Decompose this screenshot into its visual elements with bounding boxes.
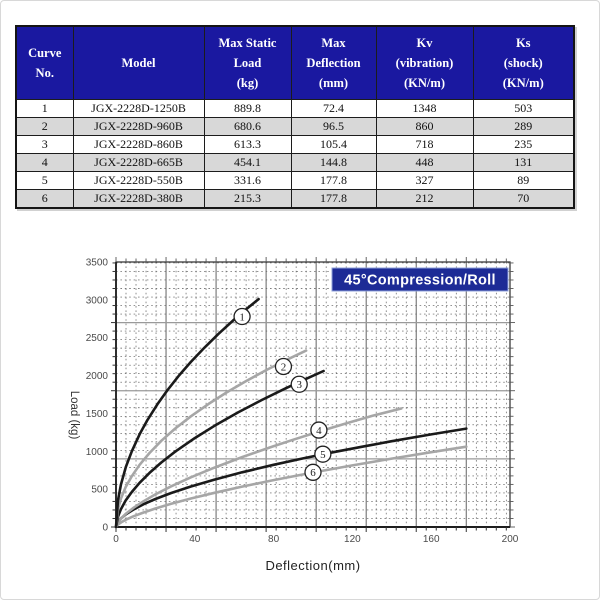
table-cell: 72.4 xyxy=(291,100,376,118)
table-cell: 503 xyxy=(473,100,574,118)
spec-table-header xyxy=(16,26,574,100)
header-cell: Kv (vibration) (KN/m) xyxy=(376,26,473,100)
y-tick-label: 0 xyxy=(102,522,108,534)
plot-frame xyxy=(116,262,510,527)
table-row xyxy=(16,154,574,172)
y-tick-label: 1000 xyxy=(85,446,108,458)
table-cell: 289 xyxy=(473,118,574,136)
chart-title-badge xyxy=(332,268,508,291)
header-cell: Curve No. xyxy=(16,26,73,100)
table-cell: JGX-2228D-550B xyxy=(73,172,204,190)
curve-marker-number: 4 xyxy=(316,424,322,437)
spec-table xyxy=(15,25,575,209)
table-cell: 718 xyxy=(376,136,473,154)
table-cell: 3 xyxy=(16,136,73,154)
x-tick-label: 120 xyxy=(344,534,361,545)
table-cell: 89 xyxy=(473,172,574,190)
curve-marker-number: 1 xyxy=(239,311,245,324)
chart-title: 45°Compression/Roll xyxy=(344,272,496,289)
header-cell: Model xyxy=(73,26,204,100)
grid-minor-lines xyxy=(116,262,510,527)
table-cell: 327 xyxy=(376,172,473,190)
table-cell: JGX-2228D-960B xyxy=(73,118,204,136)
y-axis-label: Load (kg) xyxy=(68,390,80,440)
x-tick-label: 0 xyxy=(113,534,119,545)
table-cell: 680.6 xyxy=(204,118,291,136)
curve-marker-number: 5 xyxy=(320,448,326,461)
table-cell: 1 xyxy=(16,100,73,118)
table-cell: 96.5 xyxy=(291,118,376,136)
table-cell: 70 xyxy=(473,190,574,209)
y-tick-label: 500 xyxy=(91,484,108,496)
table-cell: 4 xyxy=(16,154,73,172)
table-cell: 212 xyxy=(376,190,473,209)
curve-marker-number: 6 xyxy=(310,467,316,480)
table-cell: 177.8 xyxy=(291,172,376,190)
table-cell: 215.3 xyxy=(204,190,291,209)
header-cell: Max Static Load (kg) xyxy=(204,26,291,100)
table-cell: 1348 xyxy=(376,100,473,118)
table-cell: 454.1 xyxy=(204,154,291,172)
table-row xyxy=(16,118,574,136)
y-tick-label: 1500 xyxy=(85,408,108,420)
table-row xyxy=(16,100,574,118)
table-cell: 235 xyxy=(473,136,574,154)
table-cell: 889.8 xyxy=(204,100,291,118)
table-cell: 6 xyxy=(16,190,73,209)
load-deflection-curves xyxy=(116,299,466,527)
spec-table-section xyxy=(15,25,573,209)
table-cell: 105.4 xyxy=(291,136,376,154)
table-cell: JGX-2228D-1250B xyxy=(73,100,204,118)
table-row xyxy=(16,172,574,190)
grid-major-lines xyxy=(116,262,510,527)
table-cell: 448 xyxy=(376,154,473,172)
table-cell: 5 xyxy=(16,172,73,190)
table-row xyxy=(16,136,574,154)
y-tick-label: 3000 xyxy=(85,295,108,307)
axis-ticks xyxy=(111,257,515,532)
y-tick-label: 2000 xyxy=(85,371,108,383)
table-row xyxy=(16,190,574,209)
curve-marker-number: 3 xyxy=(296,379,302,392)
table-cell: JGX-2228D-380B xyxy=(73,190,204,209)
table-cell: 131 xyxy=(473,154,574,172)
x-tick-label: 80 xyxy=(268,534,280,545)
x-tick-label: 160 xyxy=(422,534,440,545)
x-tick-label: 40 xyxy=(189,534,201,545)
table-cell: 177.8 xyxy=(291,190,376,209)
y-tick-label: 2500 xyxy=(85,333,108,345)
chart-section xyxy=(0,240,600,600)
table-cell: JGX-2228D-860B xyxy=(73,136,204,154)
header-cell: Ks (shock) (KN/m) xyxy=(473,26,574,100)
chart-svg xyxy=(0,240,600,600)
header-cell: Max Deflection (mm) xyxy=(291,26,376,100)
table-cell: 144.8 xyxy=(291,154,376,172)
table-cell: 331.6 xyxy=(204,172,291,190)
table-cell: 613.3 xyxy=(204,136,291,154)
x-tick-label: 200 xyxy=(501,534,519,545)
y-tick-label: 3500 xyxy=(85,257,108,269)
table-cell: 860 xyxy=(376,118,473,136)
table-cell: 2 xyxy=(16,118,73,136)
curve-marker-number: 2 xyxy=(280,361,287,374)
table-cell: JGX-2228D-665B xyxy=(73,154,204,172)
x-axis-label: Deflection(mm) xyxy=(265,558,361,573)
